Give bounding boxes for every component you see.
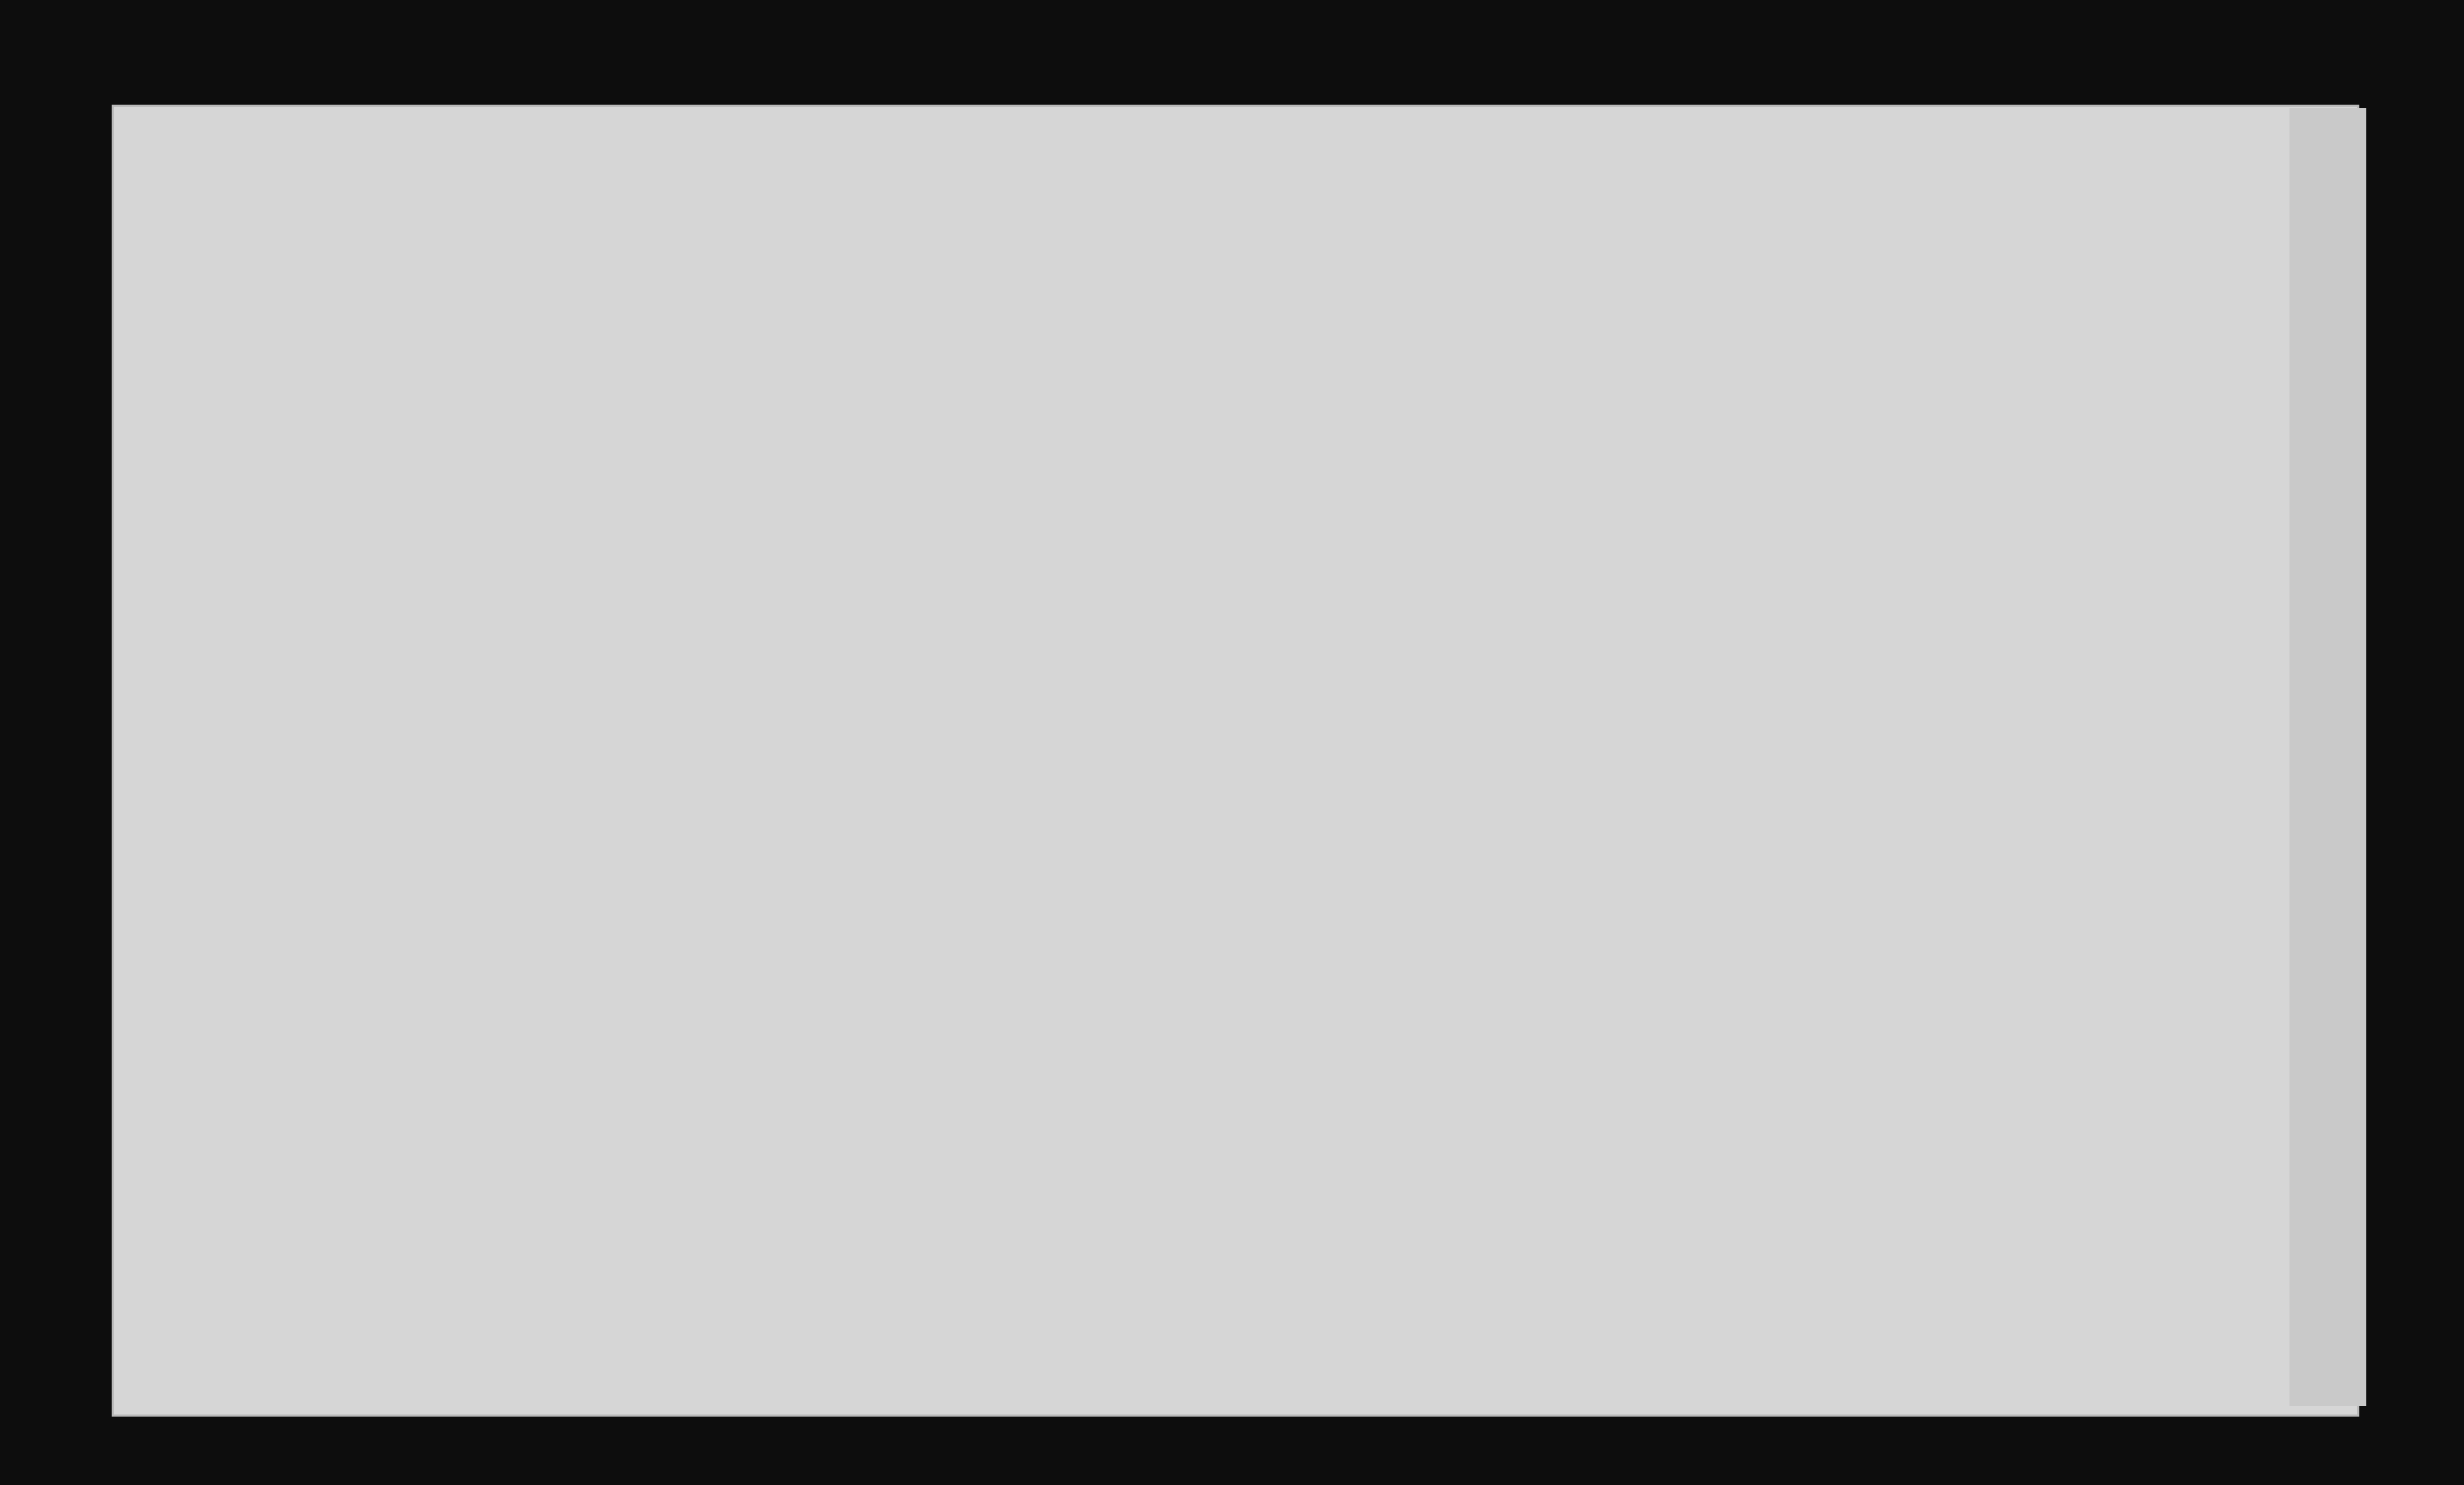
vne-nadel-label [140,1211,175,1329]
population-men [1904,726,1925,830]
workers-side-label [360,475,388,768]
sheet-edge [2289,108,2366,1406]
population-women [1904,628,1925,733]
census-card [112,105,2359,1417]
nadel-label [129,1099,164,1211]
